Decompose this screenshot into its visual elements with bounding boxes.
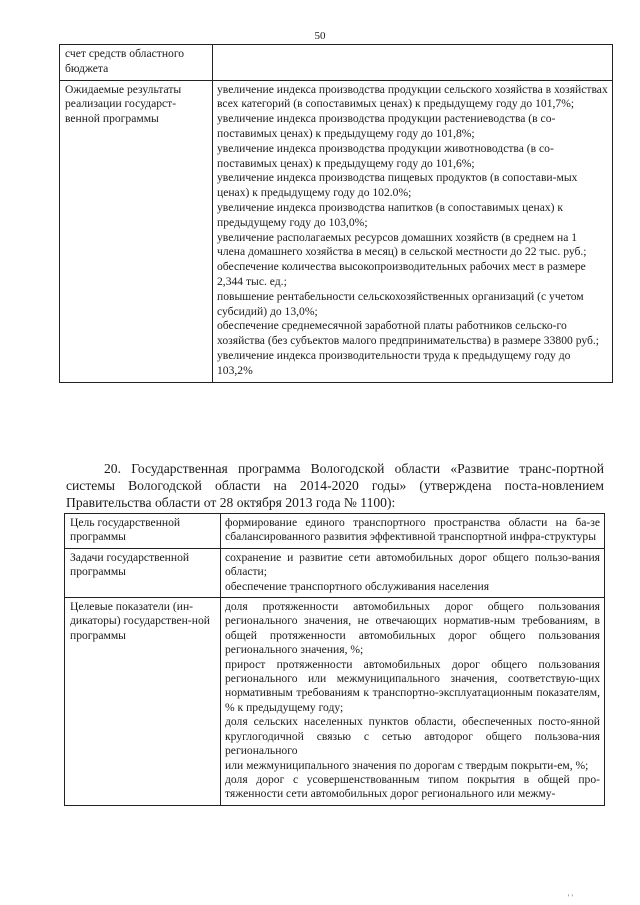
table-row	[60, 45, 613, 81]
section-heading: 20. Государственная программа Вологодской области «Развитие транс-портной системы Вологодской области на 2014-2020 годы» (утверждена поста-новлением Правительства области от 28 октября 2013 года № 1100):	[66, 461, 604, 510]
row-label: Задачи государственной программы	[65, 548, 221, 597]
table-row	[65, 548, 605, 597]
corner-mark: ' '	[568, 893, 573, 902]
row-label: счет средств областного бюджета	[60, 45, 213, 81]
list-item: увеличение индекса производства продукции сельского хозяйства в хозяйствах всех категорий (в сопоставимых ценах) к предыдущему году до 101,7%;	[217, 82, 608, 111]
list-item: доля протяженности автомобильных дорог общего пользования регионального значения, не отвечающих норматив-ным требованиям, в общей протяженности автомобильных дорог общего пользования регионального значения, %;	[225, 600, 600, 657]
list-item: доля дорог с усовершенствованным типом покрытия в общей про-тяженности сети автомобильных дорог регионального или межму-	[225, 772, 600, 801]
row-label: Цель государственной программы	[65, 514, 221, 549]
list-item: сохранение и развитие сети автомобильных дорог общего пользо-вания области;	[225, 550, 600, 579]
row-label: Ожидаемые результаты реализации государст-венной программы	[60, 80, 213, 382]
list-item: формирование единого транспортного пространства области на ба-зе сбалансированного развития эффективной транспортной инфра-структуры	[225, 516, 600, 544]
list-item: увеличение индекса производства пищевых продуктов (в сопостави-мых ценах) к предыдущему году до 102.0%;	[217, 171, 578, 200]
list-item: прирост протяженности автомобильных дорог общего пользования регионального или межмуниципального значения, соответствую-щих нормативным требованиям к транспортно-эксплуатационным показателям, % к предыдущему году;	[225, 657, 600, 714]
list-item: повышение рентабельности сельскохозяйственных организаций (с учетом субсидий) до 13,0%;	[217, 289, 584, 318]
list-item: увеличение располагаемых ресурсов домашних хозяйств (в среднем на 1 члена домашнего хозяйства в месяц) в сельской местности до 22 тыс. руб.;	[217, 230, 587, 259]
row-value	[221, 548, 605, 597]
list-item: обеспечение количества высокопроизводительных рабочих мест в размере 2,344 тыс. ед.;	[217, 260, 586, 288]
program-passport-table	[64, 513, 605, 806]
row-value	[213, 80, 613, 382]
results-table	[59, 44, 613, 383]
list-item: увеличение индекса производства напитков (в сопоставимых ценах) к предыдущему году до 103,0%;	[217, 200, 564, 229]
list-item: или межмуниципального значения по дорогам с твердым покрыти-ем, %;	[225, 758, 589, 772]
row-value-empty	[213, 45, 613, 81]
row-value	[221, 514, 605, 549]
row-value	[221, 598, 605, 806]
list-item: увеличение индекса производства продукции животноводства (в со-поставимых ценах) к предыдущему году до 101,6%;	[217, 141, 554, 170]
list-item: доля сельских населенных пунктов области, обеспеченных посто-янной круглогодичной связью с сетью автодорог общего пользова-ния регионального	[225, 715, 600, 758]
list-item: увеличение индекса производства продукции растениеводства (в со-поставимых ценах) к предыдущему году до 101,8%;	[217, 112, 556, 140]
list-item: обеспечение среднемесячной заработной платы работников сельско-го хозяйства (без субъектов малого предпринимательства) в размере 33800 руб.;	[217, 319, 599, 348]
table-row	[65, 514, 605, 549]
table-row	[65, 598, 605, 806]
table-row	[60, 80, 613, 382]
list-item: увеличение индекса производительности труда к предыдущему году до 103,2%	[217, 348, 571, 377]
list-item: обеспечение транспортного обслуживания населения	[225, 579, 490, 593]
row-label: Целевые показатели (ин-дикаторы) государствен-ной программы	[65, 598, 221, 806]
page-number: 50	[314, 30, 326, 42]
